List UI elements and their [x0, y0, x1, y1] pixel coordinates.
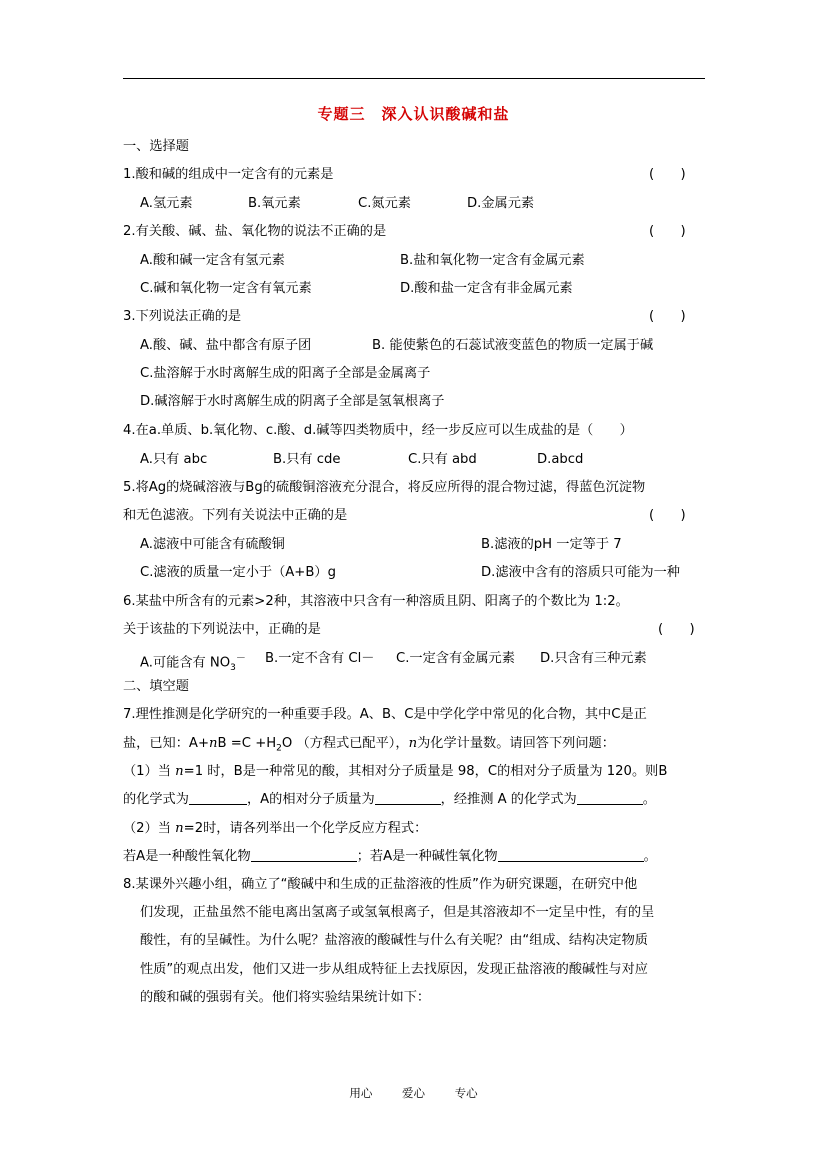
footer-text: 专心 [454, 1086, 478, 1100]
q5-option-d: D.滤液中含有的溶质只可能为一种 [481, 565, 680, 580]
page-title: 专题三 深入认识酸碱和盐 [317, 105, 510, 123]
q1-option-b: B.氧元素 [248, 196, 301, 211]
question-7-line5: （2）当 n=2时，请各列举出一个化学反应方程式： [123, 821, 428, 836]
answer-bracket: ( ) [649, 309, 686, 324]
q2-option-d: D.酸和盐一定含有非金属元素 [400, 281, 573, 296]
question-6-stem-line1: 6.某盐中所含有的元素>2种，其溶液中只含有一种溶质且阴、阳离子的个数比为 1:2。 [123, 594, 629, 609]
answer-blank[interactable] [498, 848, 644, 862]
page-footer [0, 1085, 827, 1101]
question-8-line5: 的酸和碱的强弱有关。他们将实验结果统计如下： [140, 990, 431, 1005]
question-4-stem: 4.在a.单质、b.氧化物、c.酸、d.碱等四类物质中，经一步反应可以生成盐的是（ ） [123, 423, 633, 438]
q2-option-a: A.酸和碱一定含有氢元素 [140, 253, 285, 268]
section-heading-choice: 一、选择题 [123, 139, 189, 154]
answer-blank[interactable] [375, 791, 441, 805]
question-1-stem: 1.酸和碱的组成中一定含有的元素是 [123, 167, 334, 182]
q5-option-c: C.滤液的质量一定小于（A+B）g [140, 565, 336, 580]
question-7-line3: （1）当 n=1 时，B是一种常见的酸，其相对分子质量是 98，C的相对分子质量为 120。则B [123, 764, 668, 779]
section-heading-fill: 二、填空题 [123, 679, 189, 694]
question-8-line3: 酸性，有的呈碱性。为什么呢？盐溶液的酸碱性与什么有关呢？由“组成、结构决定物质 [140, 933, 648, 948]
question-5-stem-line2: 和无色滤液。下列有关说法中正确的是 [123, 508, 348, 523]
q2-option-c: C.碱和氧化物一定含有氧元素 [140, 281, 312, 296]
answer-bracket: ( ) [649, 167, 686, 182]
q3-option-c: C.盐溶解于水时离解生成的阳离子全部是金属离子 [140, 366, 431, 381]
header-rule [123, 78, 705, 79]
q4-option-b: B.只有 cde [273, 452, 341, 467]
question-8-line1: 8.某课外兴趣小组，确立了“酸碱中和生成的正盐溶液的性质”作为研究课题，在研究中他 [123, 877, 638, 892]
question-2-stem: 2.有关酸、碱、盐、氧化物的说法不正确的是 [123, 224, 387, 239]
answer-blank[interactable] [577, 791, 643, 805]
footer-text: 用心 [349, 1086, 373, 1100]
q4-option-c: C.只有 abd [408, 452, 477, 467]
q5-option-b: B.滤液的pH 一定等于 7 [481, 537, 622, 552]
question-6-stem-line2: 关于该盐的下列说法中，正确的是 [123, 622, 321, 637]
q3-option-d: D.碱溶解于水时离解生成的阴离子全部是氢氧根离子 [140, 394, 445, 409]
q1-option-a: A.氢元素 [140, 196, 193, 211]
question-3-stem: 3.下列说法正确的是 [123, 309, 242, 324]
q3-option-a: A.酸、碱、盐中都含有原子团 [140, 338, 312, 353]
answer-bracket: ( ) [658, 622, 695, 637]
question-7-line4: 的化学式为 ，A的相对分子质量为 ，经推测 A 的化学式为 。 [123, 792, 656, 807]
question-7-line1: 7.理性推测是化学研究的一种重要手段。A、B、C是中学化学中常见的化合物，其中C是正 [123, 707, 647, 722]
q1-option-d: D.金属元素 [467, 196, 535, 211]
answer-bracket: ( ) [649, 508, 686, 523]
q6-option-a: A.可能含有 $NO_3^-$ [140, 653, 246, 674]
answer-blank[interactable] [189, 791, 247, 805]
q4-option-d: D.abcd [537, 452, 584, 467]
question-7-line2: 盐，已知：$A+nB =C +H_2O$ （方程式已配平），n为化学计量数。请回答下列问题： [123, 736, 615, 754]
question-8-line2: 们发现，正盐虽然不能电离出氢离子或氢氧根离子，但是其溶液却不一定呈中性，有的呈 [140, 905, 655, 920]
question-7-line6: 若A是一种酸性氧化物 ；若A是一种碱性氧化物 。 [123, 849, 657, 864]
q5-option-a: A.滤液中可能含有硫酸铜 [140, 537, 285, 552]
q6-option-b: B.一定不含有 Cl－ [265, 651, 375, 666]
q3-option-b: B. 能使紫色的石蕊试液变蓝色的物质一定属于碱 [372, 338, 654, 353]
question-5-stem-line1: 5.将Ag的烧碱溶液与Bg的硫酸铜溶液充分混合，将反应所得的混合物过滤，得蓝色沉淀物 [123, 480, 646, 495]
q1-option-c: C.氮元素 [358, 196, 411, 211]
answer-bracket: ( ) [649, 224, 686, 239]
answer-blank[interactable] [251, 848, 357, 862]
q4-option-a: A.只有 abc [140, 452, 208, 467]
footer-text: 爱心 [402, 1086, 425, 1100]
q6-option-d: D.只含有三种元素 [540, 651, 647, 666]
question-8-line4: 性质”的观点出发，他们又进一步从组成特征上去找原因，发现正盐溶液的酸碱性与对应 [140, 962, 648, 977]
q6-option-c: C.一定含有金属元素 [396, 651, 515, 666]
q2-option-b: B.盐和氧化物一定含有金属元素 [400, 253, 585, 268]
